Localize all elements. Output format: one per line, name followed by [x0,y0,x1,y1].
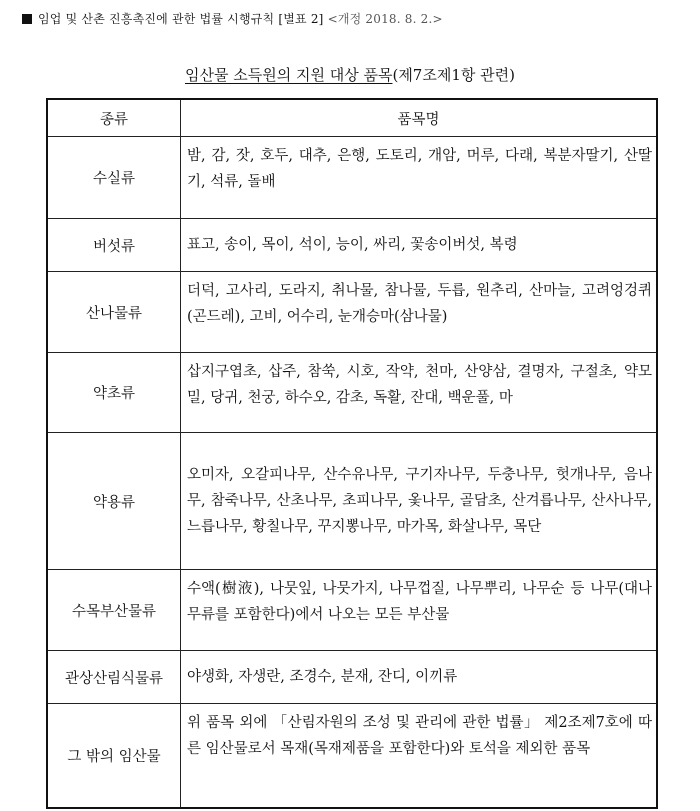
row-items: 수액(樹液), 나뭇잎, 나뭇가지, 나무껍질, 나무뿌리, 나무순 등 나무(대나무류를 포함한다)에서 나오는 모든 부산물 [181,570,658,651]
row-items: 표고, 송이, 목이, 석이, 능이, 싸리, 꽃송이버섯, 복령 [181,219,658,272]
square-bullet-icon [22,14,32,24]
row-category: 그 밖의 임산물 [47,704,181,808]
row-category: 수실류 [47,137,181,219]
row-items: 더덕, 고사리, 도라지, 취나물, 참나물, 두릅, 원추리, 산마늘, 고려엉겅퀴(곤드레), 고비, 어수리, 눈개승마(삼나물) [181,272,658,353]
table-row [47,272,657,353]
table-header-row [47,99,657,137]
row-category: 약초류 [47,353,181,433]
row-items: 위 품목 외에 「산림자원의 조성 및 관리에 관한 법률」 제2조제7호에 따른 임산물로서 목재(목재제품을 포함한다)와 토석을 제외한 품목 [181,704,658,808]
table-row [47,433,657,570]
table-row [47,704,657,808]
document-title [0,64,700,85]
header-amendment-date: <개정 2018. 8. 2.> [327,12,443,26]
row-items: 밤, 감, 잣, 호두, 대추, 은행, 도토리, 개암, 머루, 다래, 복분자딸기, 산딸기, 석류, 돌배 [181,137,658,219]
table-row [47,137,657,219]
table-row [47,353,657,433]
table-row [47,570,657,651]
row-items: 삽지구엽초, 삽주, 참쑥, 시호, 작약, 천마, 산양삼, 결명자, 구절초, 약모밀, 당귀, 천궁, 하수오, 감초, 독활, 잔대, 백운풀, 마 [181,353,658,433]
row-category: 약용류 [47,433,181,570]
title-main: 임산물 소득원의 지원 대상 품목 [185,66,393,84]
row-category: 수목부산물류 [47,570,181,651]
row-items: 오미자, 오갈피나무, 산수유나무, 구기자나무, 두충나무, 헛개나무, 음나무, 참죽나무, 산초나무, 초피나무, 옻나무, 골담초, 산겨릅나무, 산사나무, 느릅나무, 황칠나무, 꾸지뽕나무, 마가목, 화살나무, 목단 [181,433,658,570]
row-category: 관상산림식물류 [47,651,181,704]
row-items: 야생화, 자생란, 조경수, 분재, 잔디, 이끼류 [181,651,658,704]
table-row [47,651,657,704]
row-category: 버섯류 [47,219,181,272]
table-row [47,219,657,272]
header-law-title: 임업 및 산촌 진흥촉진에 관한 법률 시행규칙 [별표 2] [38,12,324,26]
header-category: 종류 [47,99,181,137]
header-items: 품목명 [181,99,658,137]
document-header [22,10,443,27]
title-reference: (제7조제1항 관련) [392,66,515,84]
items-table [46,98,658,809]
row-category: 산나물류 [47,272,181,353]
